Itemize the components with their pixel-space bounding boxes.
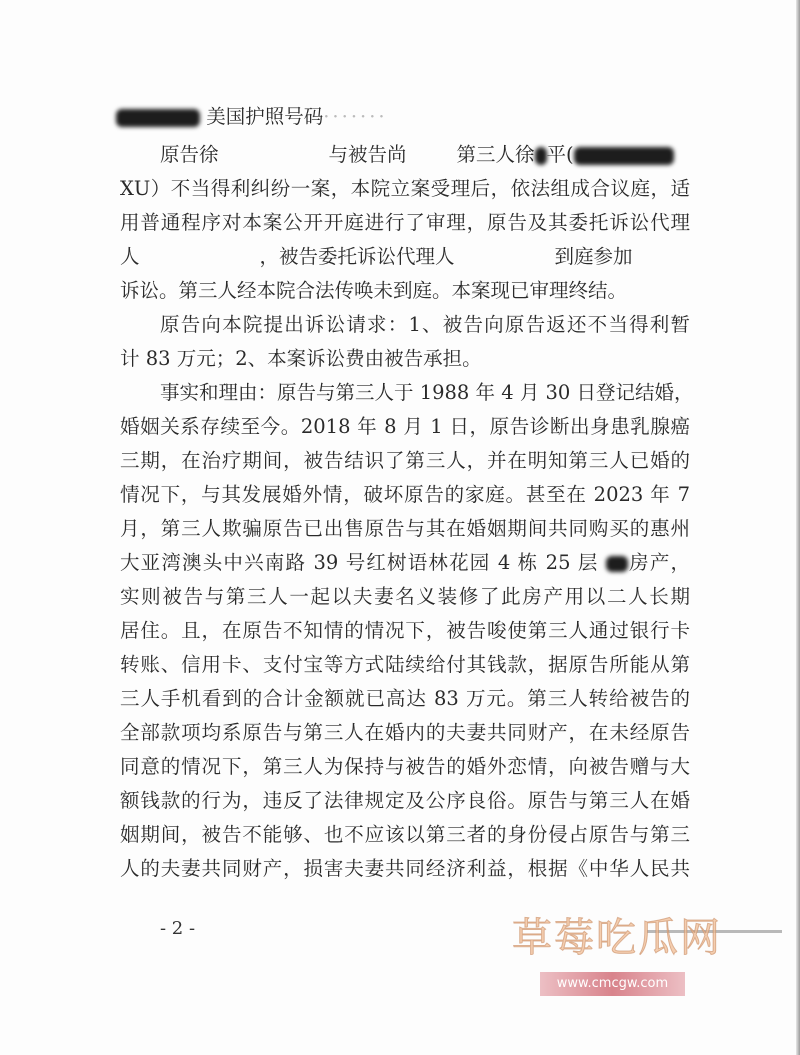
redaction-mark — [606, 556, 628, 572]
text-line: 居住。且，在原告不知情的情况下，被告唆使第三人通过银行卡 — [120, 619, 690, 642]
text-line: 额钱款的行为，违反了法律规定及公序良俗。原告与第三人在婚 — [120, 789, 690, 812]
watermark-url: www.cmcgw.com — [540, 972, 685, 996]
redaction-mark — [116, 109, 200, 127]
text-line: 事实和理由：原告与第三人于 1988 年 4 月 30 日登记结婚， — [160, 381, 694, 404]
watermark-title: 草莓吃瓜网 — [512, 915, 722, 961]
text-line: 原告向本院提出诉讼请求：1、被告向原告返还不当得利暂 — [160, 313, 690, 336]
text-line — [120, 138, 690, 172]
dotted-redaction: ······· — [323, 105, 388, 128]
text-line: 同意的情况下，第三人为保持与被告的婚外恋情，向被告赠与大 — [120, 755, 690, 778]
watermark — [512, 916, 772, 1002]
text-fragment: 与被告尚 — [328, 143, 407, 166]
text-fragment: 原告徐 — [160, 143, 219, 166]
text-line: 计 83 万元；2、本案诉讼费由被告承担。 — [120, 347, 482, 370]
scan-page-edge — [796, 0, 800, 1055]
text-line — [116, 100, 686, 134]
text-line: 情况下，与其发展婚外情，破坏原告的家庭。甚至在 2023 年 7 — [120, 483, 690, 506]
text-fragment: 大亚湾澳头中兴南路 39 号红树语林花园 4 栋 25 层 — [120, 551, 599, 574]
text-line — [120, 546, 690, 580]
text-line: 三期，在治疗期间，被告结识了第三人，并在明知第三人已婚的 — [120, 449, 690, 472]
text-fragment: 平( — [546, 143, 574, 166]
text-fragment: 房产， — [627, 551, 690, 574]
redaction-mark — [535, 147, 547, 165]
text-line: 月，第三人欺骗原告已出售原告与其在婚姻期间共同购买的惠州 — [120, 517, 690, 540]
text-fragment: 人 — [120, 245, 140, 268]
text-fragment: ，被告委托诉讼代理人 — [259, 245, 455, 268]
text-line: 转账、信用卡、支付宝等方式陆续给付其钱款，据原告所能从第 — [120, 653, 690, 676]
text-line: 用普通程序对本案公开开庭进行了审理，原告及其委托诉讼代理 — [120, 211, 690, 234]
text-line: XU）不当得利纠纷一案，本院立案受理后，依法组成合议庭，适 — [120, 177, 690, 200]
text-line: 全部款项均系原告与第三人在婚内的夫妻共同财产，在未经原告 — [120, 721, 690, 744]
text-line: 诉讼。第三人经本院合法传唤未到庭。本案现已审理终结。 — [120, 279, 628, 302]
page-number: - 2 - — [160, 918, 196, 939]
text-fragment: 到庭参加 — [554, 245, 633, 268]
text-line: 三人手机看到的合计金额就已高达 83 万元。第三人转给被告的 — [120, 687, 690, 710]
text-line: 实则被告与第三人一起以夫妻名义装修了此房产用以二人长期 — [120, 585, 690, 608]
text-line: 人的夫妻共同财产，损害夫妻共同经济利益，根据《中华人民共 — [120, 857, 690, 880]
text-fragment: 第三人徐 — [456, 143, 535, 166]
text-line — [120, 240, 690, 274]
text-line: 婚姻关系存续至今。2018 年 8 月 1 日，原告诊断出身患乳腺癌 — [120, 415, 690, 438]
text-line: 姻期间，被告不能够、也不应该以第三者的身份侵占原告与第三 — [120, 823, 690, 846]
text-fragment: 美国护照号码 — [206, 105, 324, 128]
redaction-mark — [574, 147, 674, 165]
